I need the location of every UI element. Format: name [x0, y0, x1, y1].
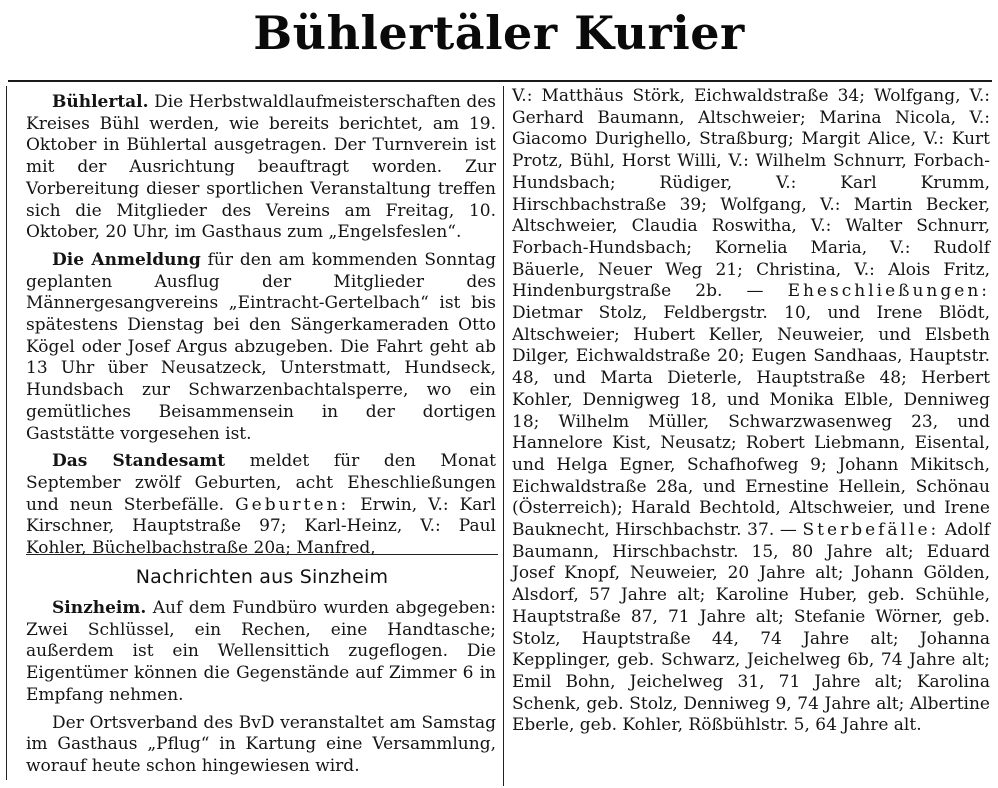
section-divider — [26, 554, 498, 555]
article-lead: Bühlertal. — [52, 92, 149, 112]
article-body: Auf dem Fundbüro wurden abgegeben: Zwei Schlüssel, ein Rechen, eine Handtasche; außerdem ist ein Wellensittich zugeflogen. Die Eigentümer können die Gegenstände auf Zimmer 6 in Empfang nehmen. — [26, 598, 496, 705]
article-body: Dietmar Stolz, Feldbergstr. 10, und Irene Blödt, Altschweier; Hubert Keller, Neuweier, und Elsbeth Dilger, Eichwaldstraße 20; Eugen Sandhaas, Hauptstr. 48, und Marta Dieterle, Hauptstraße 48; Herbert Kohler, Dennigweg 18, und Monika Elble, Denniweg 18; Wilhelm Müller, Schwarzwasenweg 23, und Hannelore Kist, Neusatz; Robert Liebmann, Eisental, und Helga Egner, Schafhofweg 9; Johann Mikitsch, Eichwaldstraße 28a, und Ernestine Hellein, Schönau (Österreich); Harald Bechtold, Altschweier, und Irene Bauknecht, Hirschbachstr. 37. — — [512, 303, 990, 541]
masthead-title: Bühlertäler Kurier — [253, 6, 745, 60]
sinzheim-column — [26, 598, 496, 784]
left-column — [26, 92, 496, 566]
article-lead: Das Standesamt — [52, 451, 226, 472]
article-body: V.: Matthäus Störk, Eichwaldstraße 34; Wolfgang, V.: Gerhard Baumann, Altschweier; Marina Nicola, V.: Giacomo Durighello, Straßburg; Margit Alice, V.: Kurt Protz, Bühl, Horst Willi, V.: Wilhelm Schnurr, Forbach-Hundsbach; Rüdiger, V.: Karl Krumm, Hirschbachstraße 39; Wolfgang, V.: Martin Becker, Altschweier, Claudia Roswitha, V.: Walter Schnurr, Forbach-Hundsbach; Kornelia Maria, V.: Rudolf Bäuerle, Neuer Weg 21; Christina, V.: Alois Fritz, Hindenburgstraße 2b. — — [512, 86, 990, 302]
right-column — [512, 86, 990, 743]
deaths-label: Sterbefälle: — [802, 520, 940, 541]
masthead-rule — [8, 80, 992, 82]
article-sinzheim — [26, 598, 496, 707]
article-body: Die Herbstwaldlaufmeisterschaften des Kreises Bühl werden, wie bereits berichtet, am 19. Oktober in Bühlertal ausgetragen. Der Turnverein ist mit der Ausrichtung beauftragt worden. Zur Vorbereitung dieser sportlichen Veranstaltung treffen sich die Mitglieder des Vereins am Freitag, 10. Oktober, 20 Uhr, im Gasthaus zum „Engelsfeslen“. — [26, 92, 496, 243]
section-heading: Nachrichten aus Sinzheim — [135, 566, 389, 588]
article-buehlertal — [26, 92, 496, 244]
standesamt-continued — [512, 86, 990, 737]
article-lead: Die Anmeldung — [52, 249, 201, 270]
article-body: meldet für den Monat September zwölf Geburten, acht Eheschließungen und neun Sterbefälle. — [26, 451, 496, 515]
births-label: Geburten: — [235, 494, 350, 515]
article-anmeldung — [26, 250, 496, 445]
article-body: Erwin, V.: Karl Kirschner, Hauptstraße 97; Karl-Heinz, V.: Paul Kohler, Büchelbachstraße 20a; Manfred, — [26, 494, 496, 559]
article-body: Der Ortsverband des BvD veranstaltet am Samstag im Gasthaus „Pflug“ in Kartung eine Versammlung, worauf heute schon hingewiesen wird. — [26, 712, 496, 776]
article-standesamt — [26, 451, 496, 560]
article-bvd — [26, 713, 496, 778]
article-body: für den am kommenden Sonntag geplanten Ausflug der Mitglieder des Männergesangvereins „Eintracht-Gertelbach“ ist bis spätestens Dienstag bei den Sängerkameraden Otto Kögel oder Josef Argus abzugeben. Die Fahrt geht ab 13 Uhr über Neusatzeck, Unterstmatt, Hundseck, Hundsbach zur Schwarzenbachtalsperre, wo ein gemütliches Beisammensein in der dortigen Gaststätte vorgesehen ist. — [26, 249, 496, 444]
article-lead: Sinzheim. — [52, 598, 147, 618]
column-divider — [503, 86, 504, 786]
marriages-label: Eheschließungen: — [787, 281, 990, 302]
article-body: Adolf Baumann, Hirschbachstr. 15, 80 Jahre alt; Eduard Josef Knopf, Neuweier, 20 Jahre alt; Johann Gölden, Alsdorf, 57 Jahre alt; Karoline Huber, geb. Schühle, Hauptstraße 87, 71 Jahre alt; Stefanie Wörner, geb. Stolz, Hauptstraße 44, 74 Jahre alt; Johanna Kepplinger, geb. Schwarz, Jeichelweg 6b, 74 Jahre alt; Emil Bohn, Jeichelweg 31, 71 Jahre alt; Karolina Schenk, geb. Stolz, Denniweg 9, 74 Jahre alt; Albertine Eberle, geb. Kohler, Rößbühlstr. 5, 64 Jahre alt. — [512, 520, 991, 736]
left-margin-rule — [6, 86, 7, 780]
